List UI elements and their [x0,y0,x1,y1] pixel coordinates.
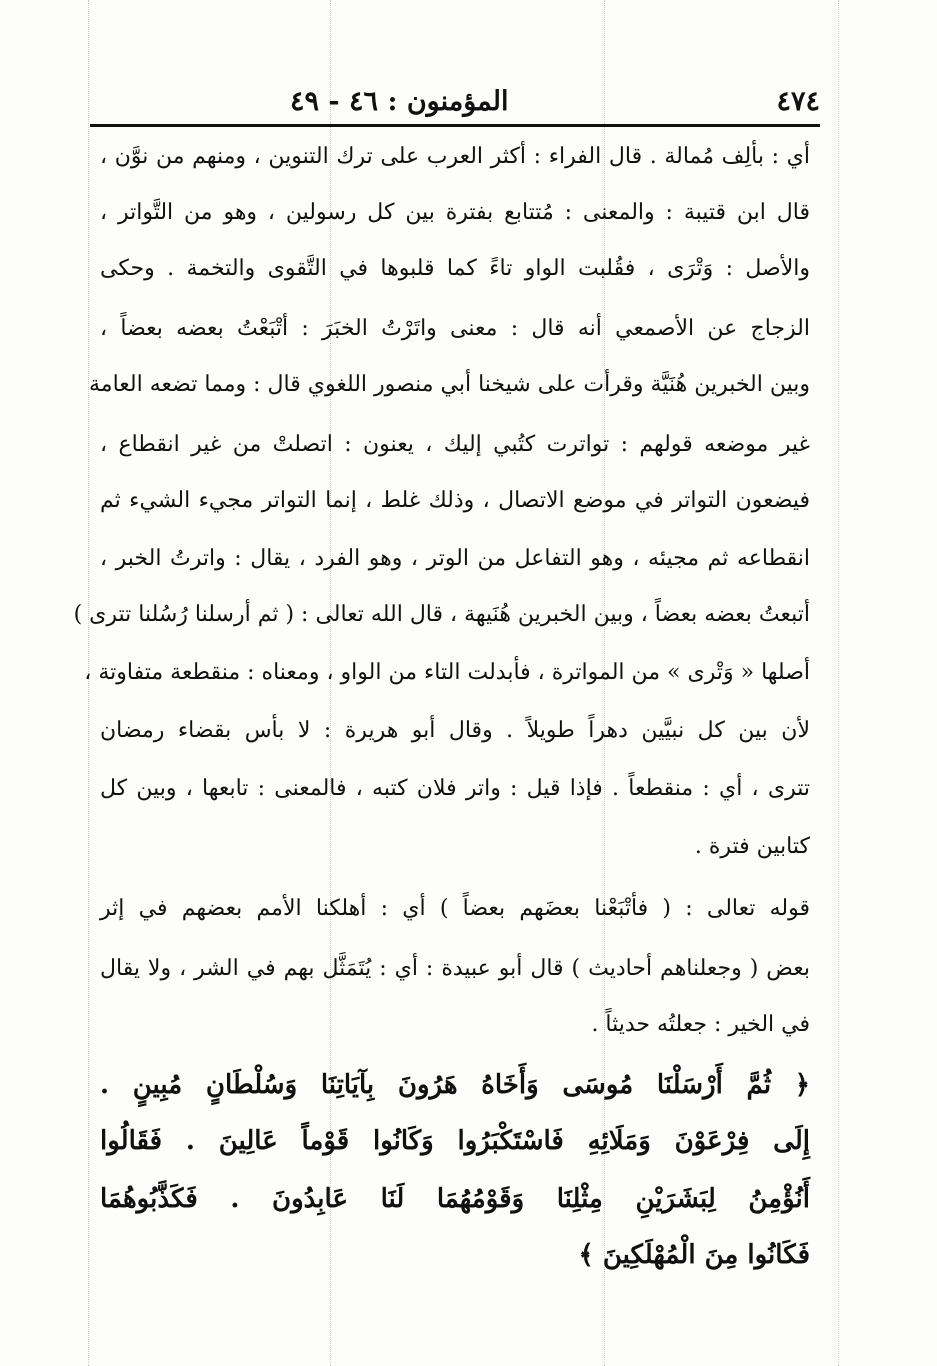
text-line: بعض ( وجعلناهم أحاديث ) قال أبو عبيدة : أي : يُتَمَثَّل بهم في الشر ، ولا يقال [100,956,810,981]
scan-guide-line [838,0,839,1366]
quran-verse-line [100,1070,810,1101]
text-line: أصلها « وَتْرى » من المواترة ، فأبدلت التاء من الواو ، ومعناه : منقطعة متفاوتة ، [84,660,810,685]
text-line: والأصل : وَتْرَى ، فقُلبت الواو تاءً كما قلبوها في التَّقوى والتخمة . وحكى [100,256,810,281]
quran-verse-line [100,1240,810,1271]
text-line: كتابين فترة . [694,834,810,859]
running-title: المؤمنون : ٤٦ - ٤٩ [290,86,509,117]
header-rule [90,124,820,127]
text-line: أتبعتُ بعضه بعضاً ، وبين الخبرين هُنَيهة ، قال الله تعالى : ( ثم أرسلنا رُسُلنا تترى ) [73,602,810,627]
quran-verse-line: إِلَى فِرْعَوْنَ وَمَلَائِهِ فَاسْتَكْبَرُوا وَكَانُوا قَوْماً عَالِينَ . فَقَالُوا [100,1126,810,1156]
verse-text: ثُمَّ أَرْسَلْنَا مُوسَى وَأَخَاهُ هَرُونَ بِآيَاتِنَا وَسُلْطَانٍ مُبِينٍ . [100,1070,772,1100]
verse-text: فَكَانُوا مِنَ الْمُهْلَكِينَ [602,1240,810,1270]
verse-close-ornament: ﴾ [578,1240,594,1270]
text-line: لأن بين كل نبيَّين دهراً طويلاً . وقال أبو هريرة : لا بأس بقضاء رمضان [100,718,810,743]
text-line: الزجاج عن الأصمعي أنه قال : معنى واتَرْتُ الخبَرَ : أتْبَعْتُ بعضه بعضاً ، [100,316,810,341]
text-line: قال ابن قتيبة : والمعنى : مُتتابع بفترة بين كل رسولين ، وهو من التَّواتر ، [100,200,810,225]
quran-verse-line: أَنُؤْمِنُ لِبَشَرَيْنِ مِثْلِنَا وَقَوْمُهُمَا لَنَا عَابِدُونَ . فَكَذَّبُوهُمَا [100,1184,810,1214]
text-line: أي : بألِف مُمالة . قال الفراء : أكثر العرب على ترك التنوين ، ومنهم من نوَّن ، [100,144,810,169]
text-line: تترى ، أي : منقطعاً . فإذا قيل : واتر فلان كتبه ، فالمعنى : تابعها ، وبين كل [100,776,810,801]
text-line: غير موضعه قولهم : تواترت كتُبي إليك ، يعنون : اتصلتْ من غير انقطاع ، [100,432,810,457]
text-line: فيضعون التواتر في موضع الاتصال ، وذلك غلط ، إنما التواتر مجيء الشيء ثم [100,488,810,513]
text-line: قوله تعالى : ( فأتْبَعْنا بعضَهم بعضاً ) أي : أهلكنا الأمم بعضهم في إثر [100,896,810,921]
text-line: في الخير : جعلتُه حديثاً . [591,1012,810,1037]
page-number: ٤٧٤ [776,86,820,117]
text-line: وبين الخبرين هُنَيَّة وقرأت على شيخنا أبي منصور اللغوي قال : ومما تضعه العامة [89,372,810,397]
verse-open-ornament: ﴿ [794,1070,810,1100]
text-line: انقطاعه ثم مجيئه ، وهو التفاعل من الوتر ، وهو الفرد ، يقال : واترتُ الخبر ، [100,546,810,571]
page-header [90,82,820,122]
